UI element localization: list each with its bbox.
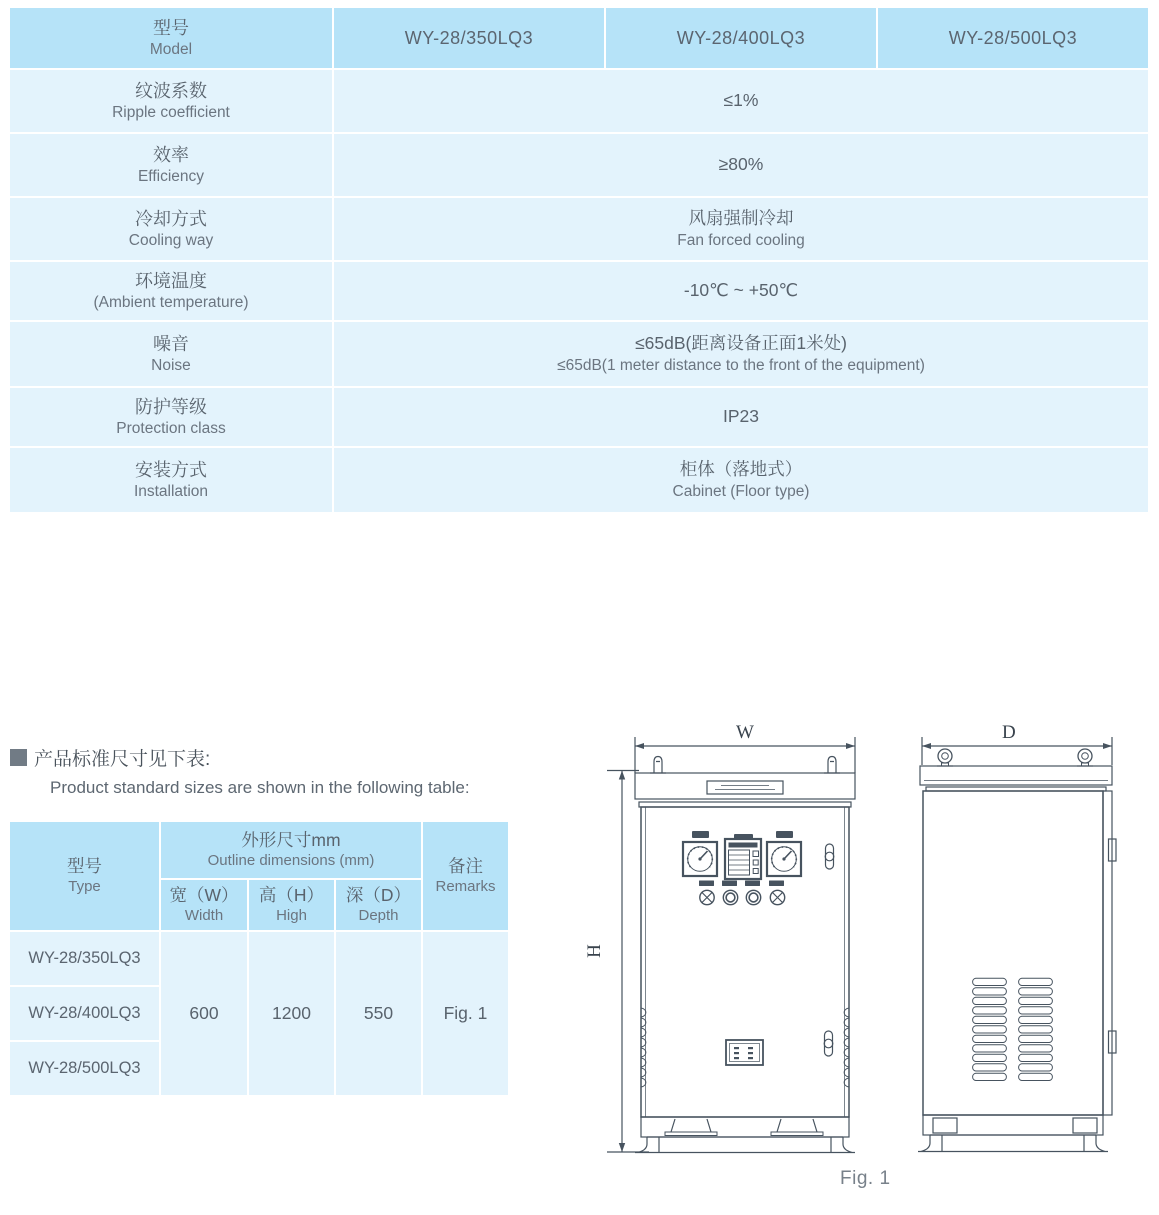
model-name: WY-28/400LQ3 <box>676 27 806 48</box>
label-en: Outline dimensions (mm) <box>207 852 375 869</box>
spec-row-label-ambient <box>10 262 332 320</box>
value-line: ≤1% <box>723 90 759 111</box>
label-cn: 深（D） <box>345 885 412 906</box>
spec-header-model-2 <box>606 8 876 68</box>
section-heading <box>10 744 470 798</box>
dim-value-high <box>249 932 334 1095</box>
section-title-cn-row <box>10 744 470 771</box>
spec-row-value-installation <box>334 448 1148 512</box>
value-line: -10℃ ~ +50℃ <box>683 280 799 301</box>
label-en: Efficiency <box>137 168 205 185</box>
dimension-h-label: H <box>583 944 605 958</box>
spec-header-model <box>10 8 332 68</box>
label-cn: 安装方式 <box>135 459 207 480</box>
cabinet-front-view-drawing <box>595 725 895 1170</box>
high-value: 1200 <box>272 1003 311 1023</box>
depth-value: 550 <box>363 1003 394 1023</box>
cabinet-side-view-drawing <box>900 725 1159 1170</box>
dimensions-table <box>10 822 508 1095</box>
spec-row-value-efficiency <box>334 134 1148 196</box>
spec-row-label-protection <box>10 388 332 446</box>
spec-row-value-ripple <box>334 70 1148 132</box>
model-name: WY-28/500LQ3 <box>948 27 1078 48</box>
dim-header-high <box>249 880 334 930</box>
label-en: Noise <box>151 357 191 374</box>
label-en: High <box>276 907 307 924</box>
spec-row-label-cooling <box>10 198 332 260</box>
label-cn: 高（H） <box>258 885 325 906</box>
spec-row-label-ripple <box>10 70 332 132</box>
label-cn: 外形尺寸mm <box>241 830 341 851</box>
label-cn: 备注 <box>448 856 483 877</box>
value-line: Fan forced cooling <box>677 231 805 249</box>
model-name: WY-28/500LQ3 <box>28 1059 141 1077</box>
dim-row-model-3 <box>10 1042 159 1095</box>
value-line: Cabinet (Floor type) <box>672 482 810 500</box>
value-line: ≥80% <box>718 154 764 175</box>
spec-row-value-protection <box>334 388 1148 446</box>
label-en: Installation <box>133 483 209 500</box>
spec-header-model-1 <box>334 8 604 68</box>
value-line: IP23 <box>723 406 759 427</box>
model-name: WY-28/400LQ3 <box>28 1004 141 1022</box>
dim-header-remarks <box>423 822 508 930</box>
label-en: Ripple coefficient <box>112 104 230 121</box>
section-title-cn: 产品标准尺寸见下表: <box>34 749 211 770</box>
label-en: Remarks <box>435 878 496 895</box>
dimension-w-label: W <box>736 722 754 743</box>
dim-header-outline <box>161 822 421 878</box>
dim-value-depth <box>336 932 421 1095</box>
label-cn: 型号 <box>67 856 102 877</box>
figure-caption: Fig. 1 <box>840 1168 891 1189</box>
dim-header-depth <box>336 880 421 930</box>
width-value: 600 <box>189 1003 219 1023</box>
remarks-value: Fig. 1 <box>443 1003 488 1023</box>
label-en: Depth <box>358 907 399 924</box>
model-name: WY-28/350LQ3 <box>404 27 534 48</box>
label-cn: 防护等级 <box>135 396 207 417</box>
spec-table <box>10 8 1148 512</box>
spec-row-value-noise <box>334 322 1148 386</box>
value-line: ≤65dB(距离设备正面1米处) <box>635 333 847 354</box>
model-name: WY-28/350LQ3 <box>28 949 141 967</box>
value-line: 风扇强制冷却 <box>688 208 794 229</box>
spec-header-model-en: Model <box>149 41 193 58</box>
dimension-d-label: D <box>1002 722 1016 743</box>
dim-value-remarks <box>423 932 508 1095</box>
label-en: (Ambient temperature) <box>93 294 249 311</box>
spec-header-model-3 <box>878 8 1148 68</box>
label-en: Type <box>68 878 101 895</box>
value-line: 柜体（落地式） <box>679 459 803 480</box>
spec-row-value-ambient <box>334 262 1148 320</box>
spec-row-label-noise <box>10 322 332 386</box>
dim-row-model-1 <box>10 932 159 985</box>
label-en: Protection class <box>116 420 226 437</box>
label-cn: 纹波系数 <box>135 80 207 101</box>
dim-value-width <box>161 932 247 1095</box>
spec-row-label-efficiency <box>10 134 332 196</box>
label-cn: 冷却方式 <box>135 208 207 229</box>
dim-row-model-2 <box>10 987 159 1040</box>
value-line: ≤65dB(1 meter distance to the front of the equipment) <box>557 356 925 374</box>
spec-row-label-installation <box>10 448 332 512</box>
spec-header-model-cn: 型号 <box>153 17 189 38</box>
square-bullet-icon <box>10 749 27 766</box>
section-title-en: Product standard sizes are shown in the following table: <box>50 778 470 797</box>
label-en: Cooling way <box>128 232 214 249</box>
label-cn: 噪音 <box>153 333 189 354</box>
label-en: Width <box>184 907 224 924</box>
dim-header-width <box>161 880 247 930</box>
label-cn: 效率 <box>153 144 189 165</box>
label-cn: 环境温度 <box>135 270 207 291</box>
label-cn: 宽（W） <box>169 885 239 906</box>
dim-header-type <box>10 822 159 930</box>
spec-row-value-cooling <box>334 198 1148 260</box>
